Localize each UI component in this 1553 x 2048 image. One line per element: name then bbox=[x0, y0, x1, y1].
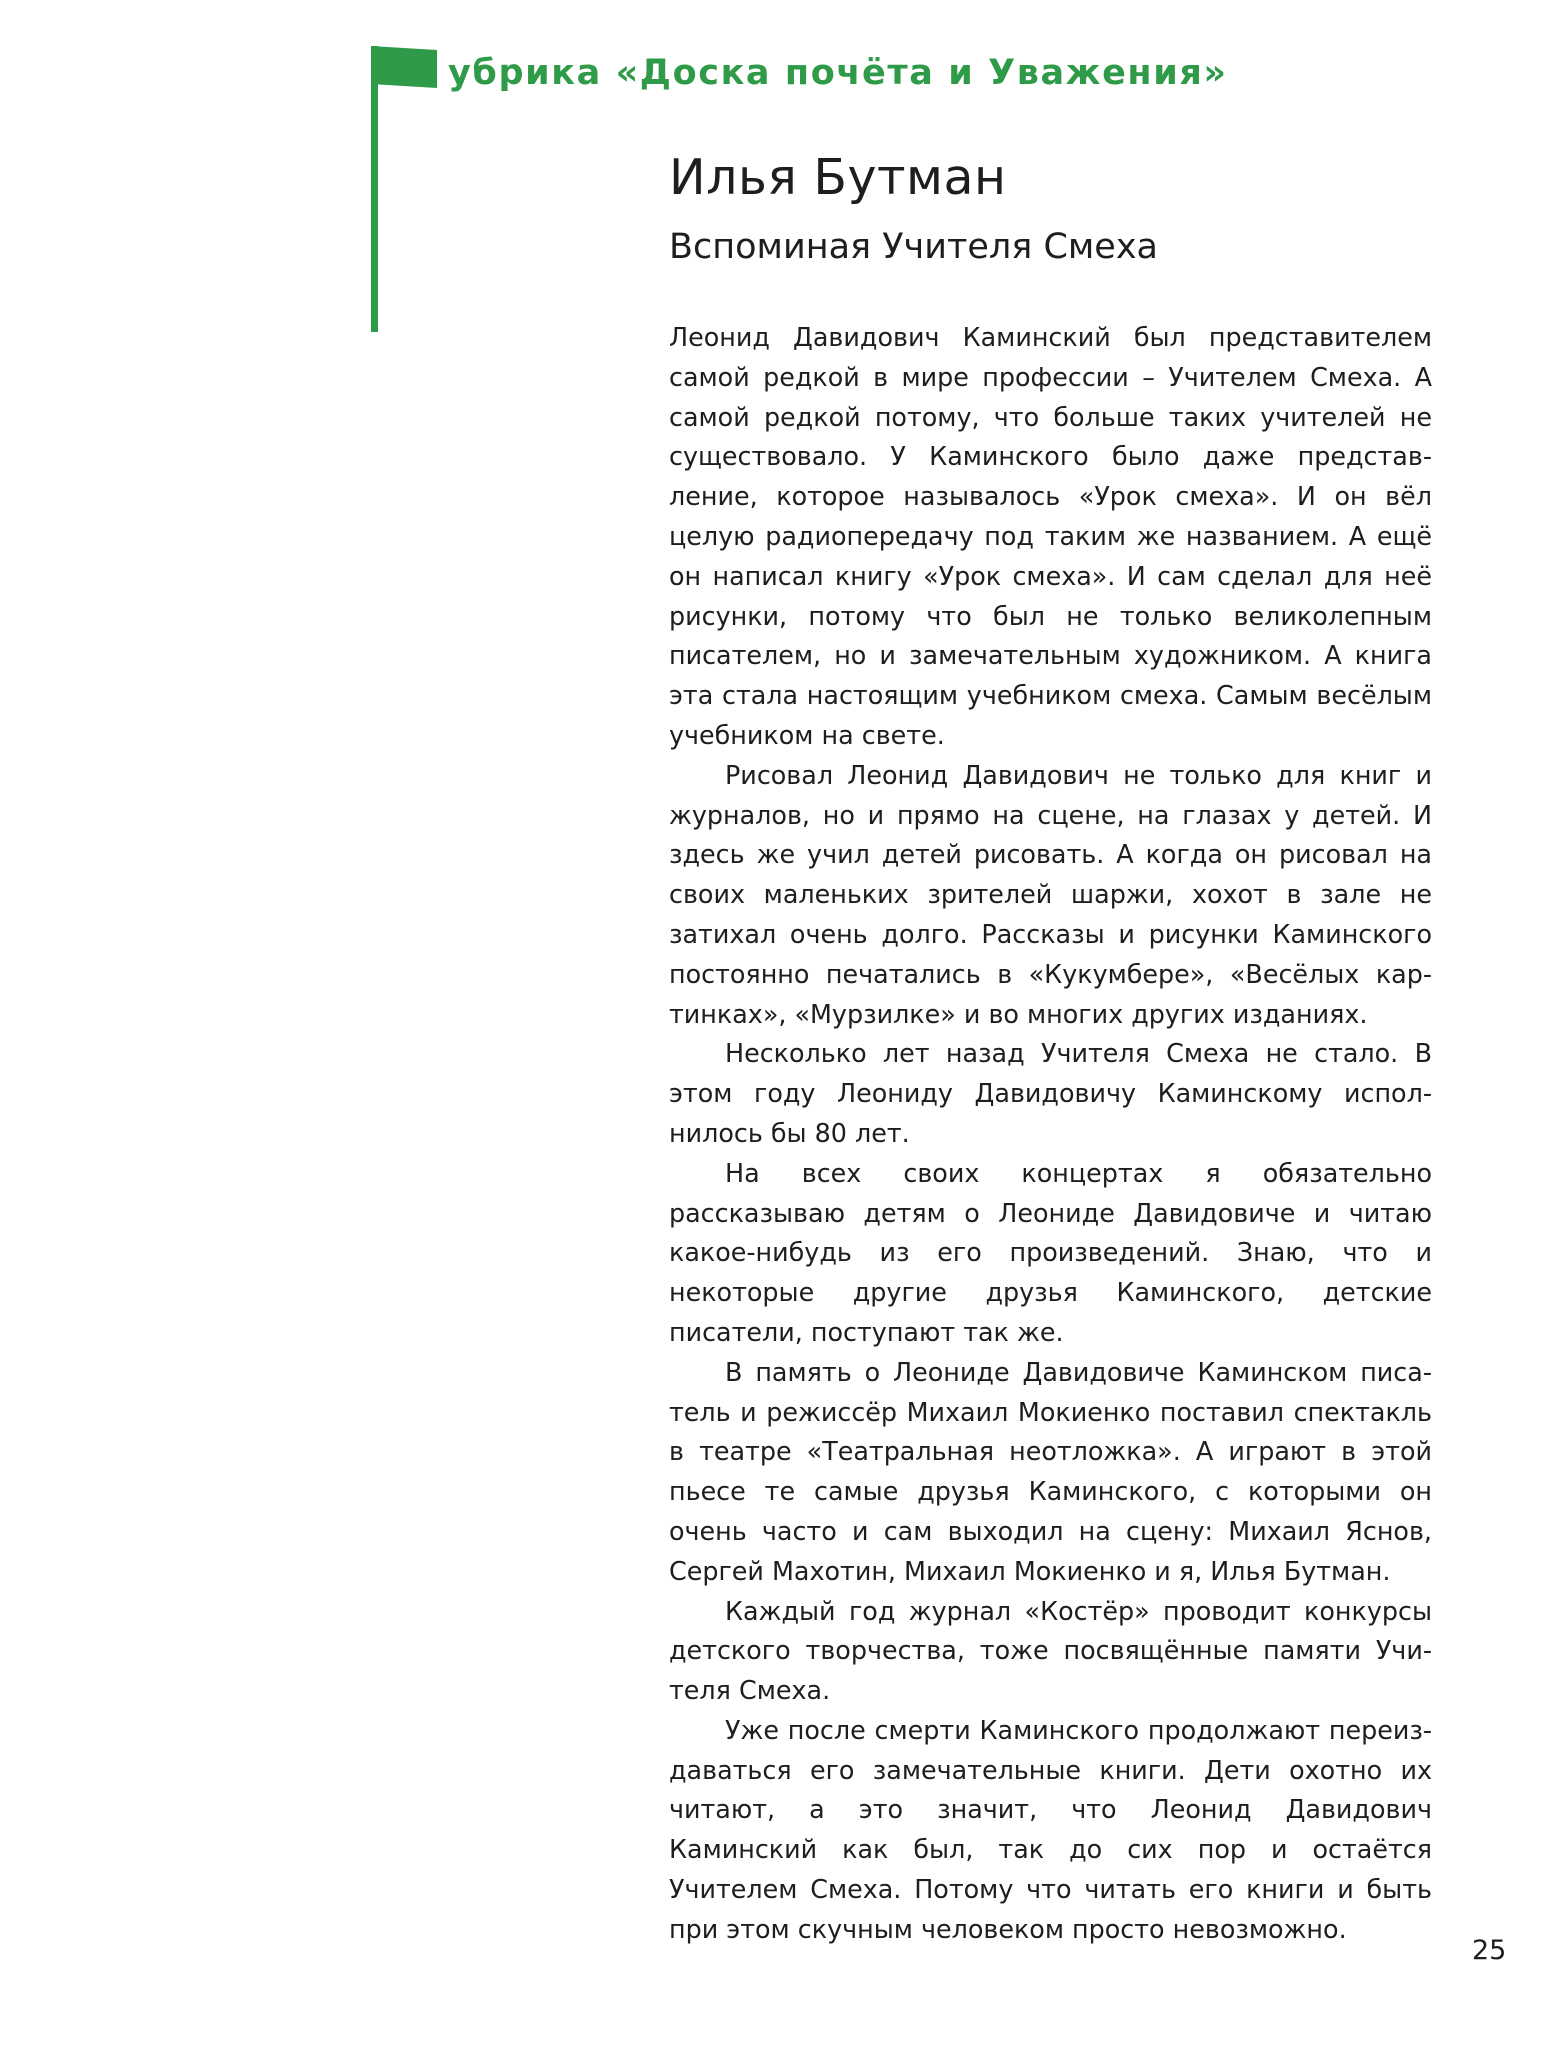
article bbox=[669, 146, 1432, 1950]
article-body bbox=[669, 318, 1432, 1950]
green-flag-icon bbox=[371, 46, 437, 90]
paragraph: Рисовал Леонид Давидович не только для книг и журналов, но и прямо на сцене, на глазах у детей. И здесь же учил детей рисовать. А когда он рисовал на своих маленьких зрителей шаржи, хохот в зале не затихал очень долго. Рассказы и рисунки Каминского постоянно печатались в «Кукумбере», «Весёлых картинках», «Мурзилке» и во многих других изданиях. bbox=[669, 759, 1432, 1029]
page-number: 25 bbox=[1472, 1935, 1507, 1966]
article-title: Вспоминая Учителя Смеха bbox=[669, 227, 1158, 267]
paragraph: В память о Леониде Давидовиче Каминском писатель и режиссёр Михаил Мокиенко поставил спектакль в театре «Театральная неотложка». А играют в этой пьесе те самые друзья Каминского, с которыми он очень часто и сам выходил на сцену: Михаил Яснов, Сергей Махотин, Михаил Мокиенко и я, Илья Бутман. bbox=[669, 1356, 1432, 1586]
paragraph: Уже после смерти Каминского продолжают переиздаваться его замечательные книги. Дети охотно их читают, а это значит, что Леонид Давидович Каминский как был, так до сих пор и остаётся Учителем Смеха. Потому что читать его книги и быть при этом скучным человеком просто невозможно. bbox=[669, 1714, 1432, 1944]
paragraph: Каждый год журнал «Костёр» проводит конкурсы детского творчества, тоже посвящённые памяти Учителя Смеха. bbox=[669, 1595, 1432, 1706]
paragraph: Леонид Давидович Каминский был представителем самой редкой в мире профессии – Учителем Смеха. А самой редкой потому, что больше таких учителей не существовало. У Каминского было даже представление, которое называлось «Урок смеха». И он вёл целую радиопередачу под таким же названием. А ещё он написал книгу «Урок смеха». И сам сделал для неё рисунки, потому что был не только великолепным писателем, но и замечательным художником. А книга эта стала настоящим учебником смеха. Самым весёлым учебником на свете. bbox=[669, 322, 1432, 750]
paragraph: Несколько лет назад Учителя Смеха не стало. В этом году Леониду Давидовичу Каминскому исполнилось бы 80 лет. bbox=[669, 1038, 1432, 1148]
article-author: Илья Бутман bbox=[669, 149, 1007, 206]
rubric-title: убрика «Доска почёта и Уважения» bbox=[448, 53, 1228, 93]
paragraph: На всех своих концертах я обязательно рассказываю детям о Леониде Давидовиче и читаю какое-нибудь из его произведений. Знаю, что и некоторые другие друзья Каминского, детские писатели, поступают так же. bbox=[669, 1157, 1432, 1347]
